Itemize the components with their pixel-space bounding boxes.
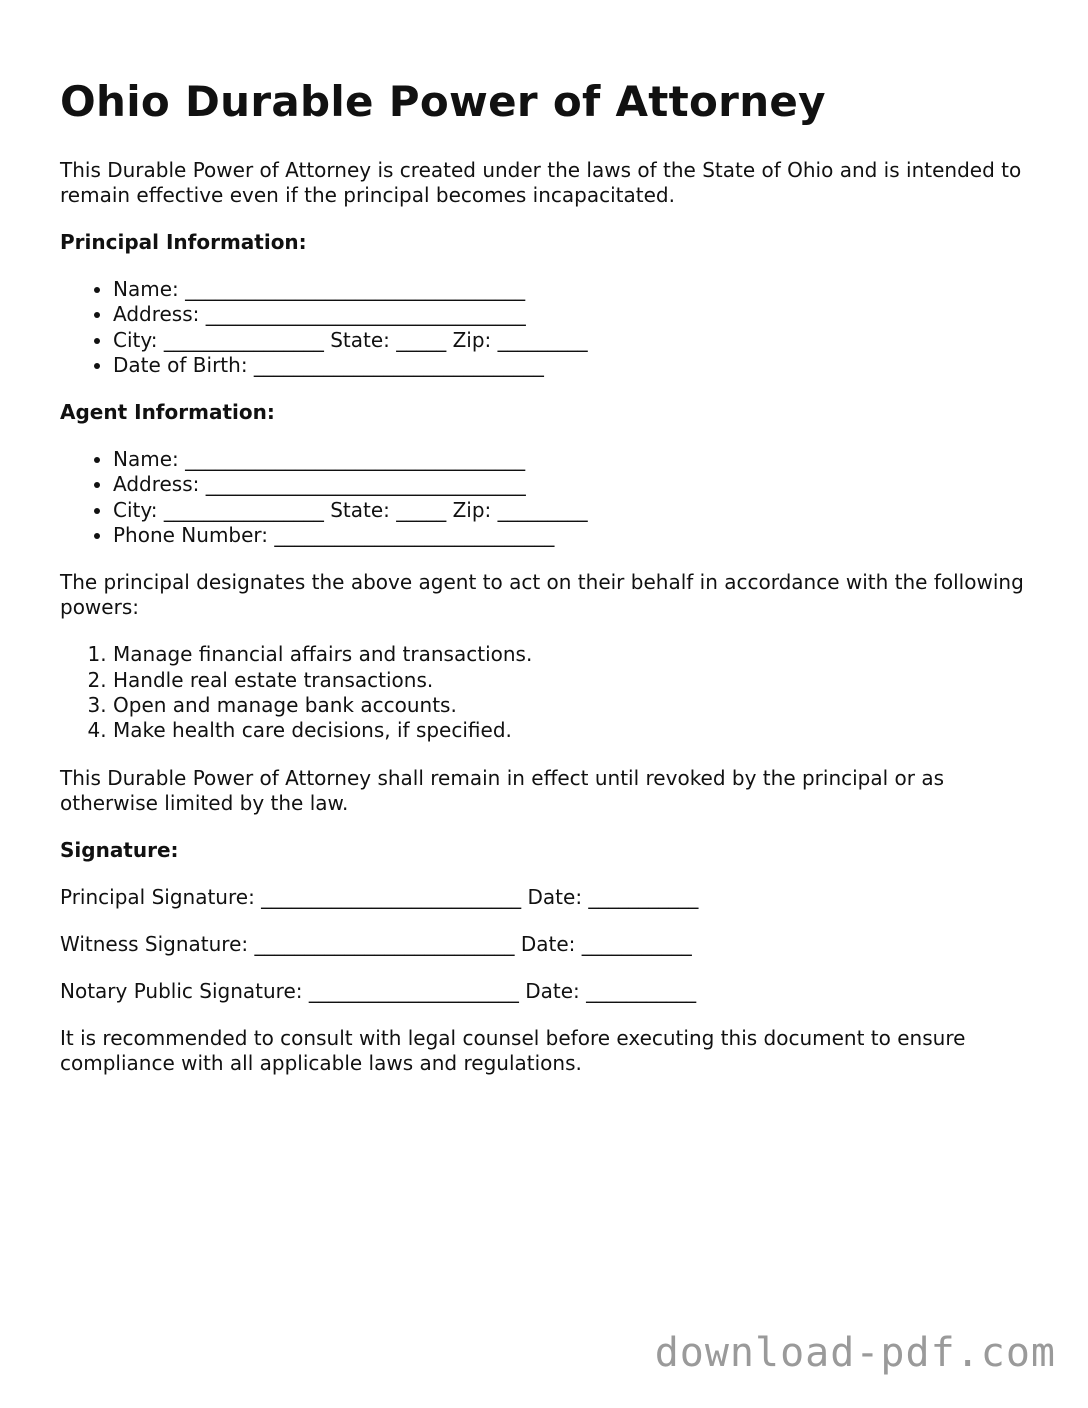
notary-signature-line: Notary Public Signature: _____________________ Date: ___________ <box>60 978 697 1003</box>
signature-heading: Signature: <box>60 837 179 862</box>
agent-city-state-zip-field: • City: ________________ State: _____ Zip: _________ <box>113 498 1040 523</box>
principal-signature-line: Principal Signature: __________________________ Date: ___________ <box>60 884 699 909</box>
intro-paragraph: This Durable Power of Attorney is created under the laws of the State of Ohio and is intended to remain effective even if the principal becomes incapacitated. <box>60 158 1022 207</box>
principal-address-field: • Address: ________________________________ <box>113 302 1040 327</box>
agent-phone-field: • Phone Number: ____________________________ <box>113 523 1040 548</box>
principal-heading: Principal Information: <box>60 230 307 254</box>
power-item: 4. Make health care decisions, if specified. <box>113 718 1040 743</box>
principal-name-field: • Name: __________________________________ <box>113 277 1040 302</box>
powers-list <box>60 642 1040 743</box>
power-item: 2. Handle real estate transactions. <box>113 668 1040 693</box>
principal-dob-field: • Date of Birth: _____________________________ <box>113 353 1040 378</box>
power-item: 1. Manage financial affairs and transactions. <box>113 642 1040 667</box>
agent-address-field: • Address: ________________________________ <box>113 472 1040 497</box>
watermark: download-pdf.com <box>654 1330 1056 1376</box>
document-title: Ohio Durable Power of Attorney <box>60 77 826 126</box>
designation-paragraph: The principal designates the above agent to act on their behalf in accordance with the following powers: <box>60 570 1024 620</box>
power-item: 3. Open and manage bank accounts. <box>113 693 1040 718</box>
witness-signature-line: Witness Signature: __________________________ Date: ___________ <box>60 931 692 956</box>
agent-heading: Agent Information: <box>60 400 275 425</box>
document-page <box>60 76 1040 1098</box>
agent-info-list <box>60 447 1040 548</box>
principal-info-list <box>60 277 1040 378</box>
duration-paragraph: This Durable Power of Attorney shall remain in effect until revoked by the principal or as otherwise limited by the law. <box>60 765 945 815</box>
principal-city-state-zip-field: • City: ________________ State: _____ Zip: _________ <box>113 328 1040 353</box>
agent-name-field: • Name: __________________________________ <box>113 447 1040 472</box>
recommendation-paragraph: It is recommended to consult with legal counsel before executing this document to ensure compliance with all applicable laws and regulations. <box>60 1025 966 1075</box>
